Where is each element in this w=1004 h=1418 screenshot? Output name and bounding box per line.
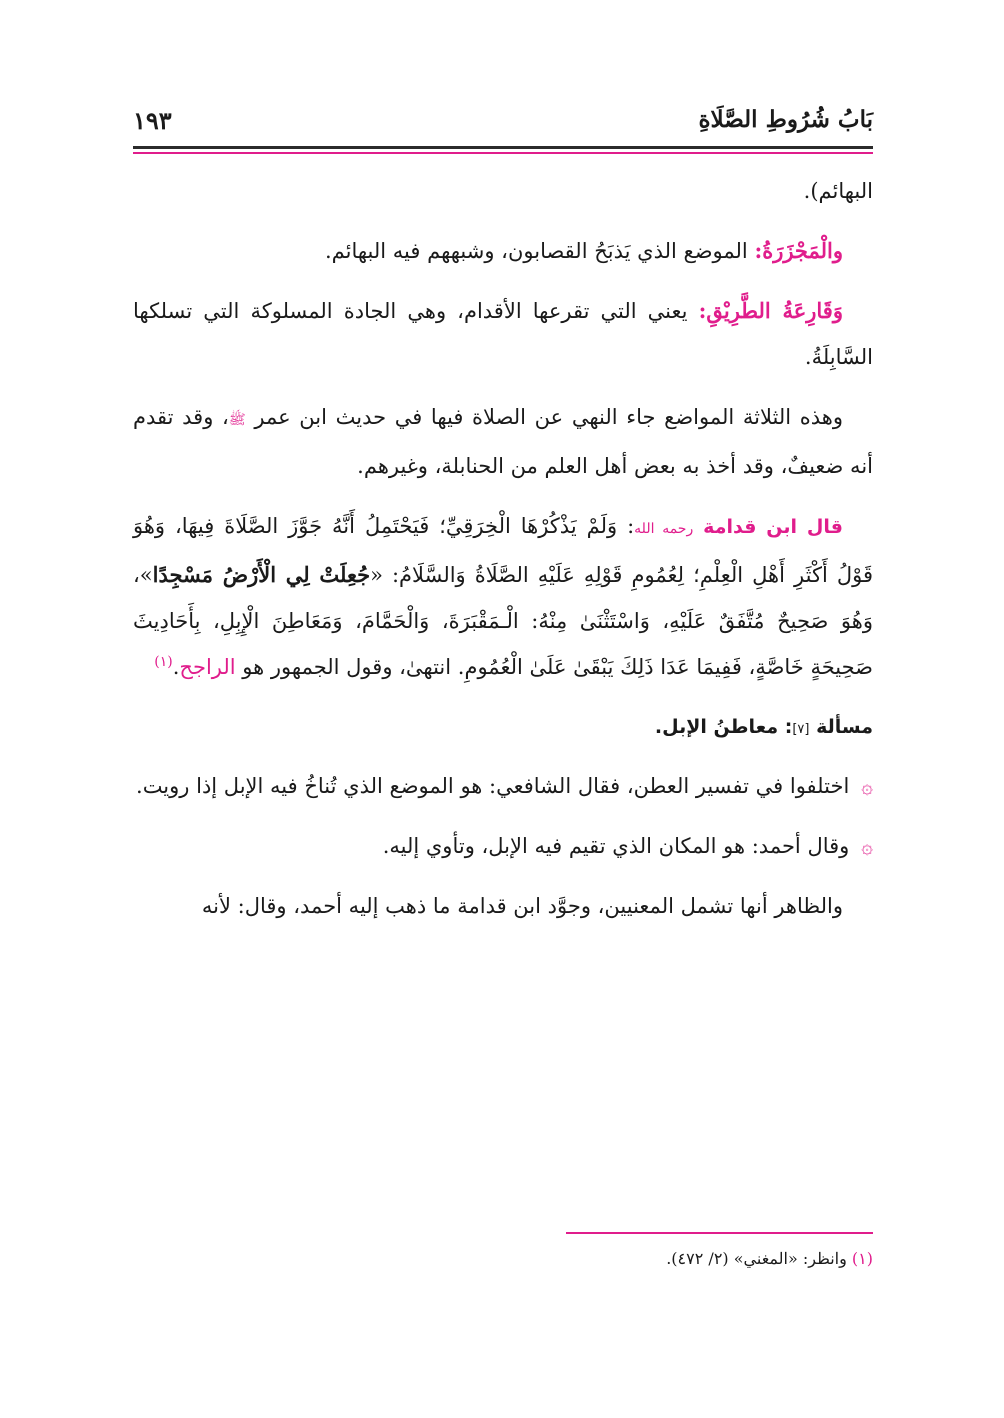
paragraph-text: ، وقد تقدم أنه ضعيفٌ، وقد أخذ به بعض أهل العلم من الحنابلة، وغيرهم. <box>133 405 873 478</box>
rajih-word: الراجح <box>179 655 236 679</box>
header-rule-dark <box>133 146 873 149</box>
paragraph-continued: البهائم). <box>803 179 873 203</box>
definition-qariat-altariq <box>133 288 873 380</box>
footnote-text: وانظر: «المغني» (٢/ ٤٧٢). <box>666 1249 852 1268</box>
bullet-item <box>133 763 873 809</box>
ornament-bullet-icon: ۞ <box>861 774 873 798</box>
quote-text: »، وَهُوَ صَحِيحٌ مُتَّفَقٌ عَلَيْهِ، وَاسْتَثْنَىٰ مِنْهُ: الْـمَقْبَرَةَ، وَالْحَمَّامَ، وَمَعَاطِنَ الْإِبِلِ، بِأَحَادِيثَ صَحِيحَةٍ خَاصَّةٍ، فَفِيمَا عَدَا ذَلِكَ يَبْقَىٰ عَلَىٰ الْعُمُومِ. انتهىٰ، وقول الجمهور هو <box>133 563 873 679</box>
footnote-ref[interactable]: (١) <box>154 654 173 670</box>
quote-ibn-qudama <box>133 503 873 690</box>
page-body <box>133 168 873 943</box>
bullet-text: وقال أحمد: هو المكان الذي تقيم فيه الإبل، وتأوي إليه. <box>382 834 850 858</box>
chapter-title: بَابُ شُرُوطِ الصَّلَاةِ <box>698 106 873 133</box>
issue-heading <box>133 704 873 753</box>
footnote-number: (١) <box>851 1249 873 1268</box>
page-number: ١٩٣ <box>133 106 172 135</box>
definition-text: الموضع الذي يَذبَحُ القصابون، وشبههم فيه البهائم. <box>324 239 755 263</box>
honorific: رحمه الله <box>634 521 694 537</box>
quote-text: : وَلَمْ يَذْكُرْهَا الْخِرَقِيِّ؛ فَيَحْتَمِلُ أَنَّهُ جَوَّزَ الصَّلَاةَ فِيهَا، وَهُوَ قَوْلُ أَكْثَرِ أَهْلِ الْعِلْمِ؛ لِعُمُومِ قَوْلِهِ عَلَيْهِ الصَّلَاةُ وَالسَّلَامُ: « <box>133 514 873 587</box>
paragraph-text: وهذه الثلاثة المواضع جاء النهي عن الصلاة فيها في حديث ابن عمر <box>245 405 843 429</box>
issue-label: مسألة <box>809 716 873 738</box>
running-header <box>133 100 873 146</box>
bullet-text: اختلفوا في تفسير العطن، فقال الشافعي: هو الموضع الذي تُناخُ فيه الإبل إذا رويت. <box>136 774 850 798</box>
hadith-text: جُعِلَتْ لِي الْأَرْضُ مَسْجِدًا <box>152 562 371 587</box>
definition-text: يعني التي تقرعها الأقدام، وهي الجادة المسلوكة التي تسلكها السَّابِلَةُ. <box>133 299 873 369</box>
footnote-rule <box>566 1232 873 1234</box>
honorific: ﷺ <box>228 412 246 428</box>
definition-majzara <box>133 228 873 274</box>
paragraph-conclusion: والظاهر أنها تشمل المعنيين، وجوَّد ابن قدامة ما ذهب إليه أحمد، وقال: لأنه <box>201 894 843 918</box>
speaker-ibn-qudama: قال ابن قدامة <box>703 516 843 538</box>
header-rule-pink <box>133 152 873 154</box>
term-qariat-altariq: وَقَارِعَةُ الطَّرِيْقِ: <box>698 298 843 323</box>
issue-title: : معاطنُ الإبل. <box>654 716 793 738</box>
footnote <box>666 1247 873 1271</box>
bullet-item <box>133 823 873 869</box>
ornament-bullet-icon: ۞ <box>861 834 873 858</box>
period: . <box>172 655 180 679</box>
issue-number: [٧] <box>792 722 810 737</box>
term-majzara: والْمَجْزَرَةُ: <box>754 238 843 263</box>
paragraph-three-places <box>133 394 873 489</box>
